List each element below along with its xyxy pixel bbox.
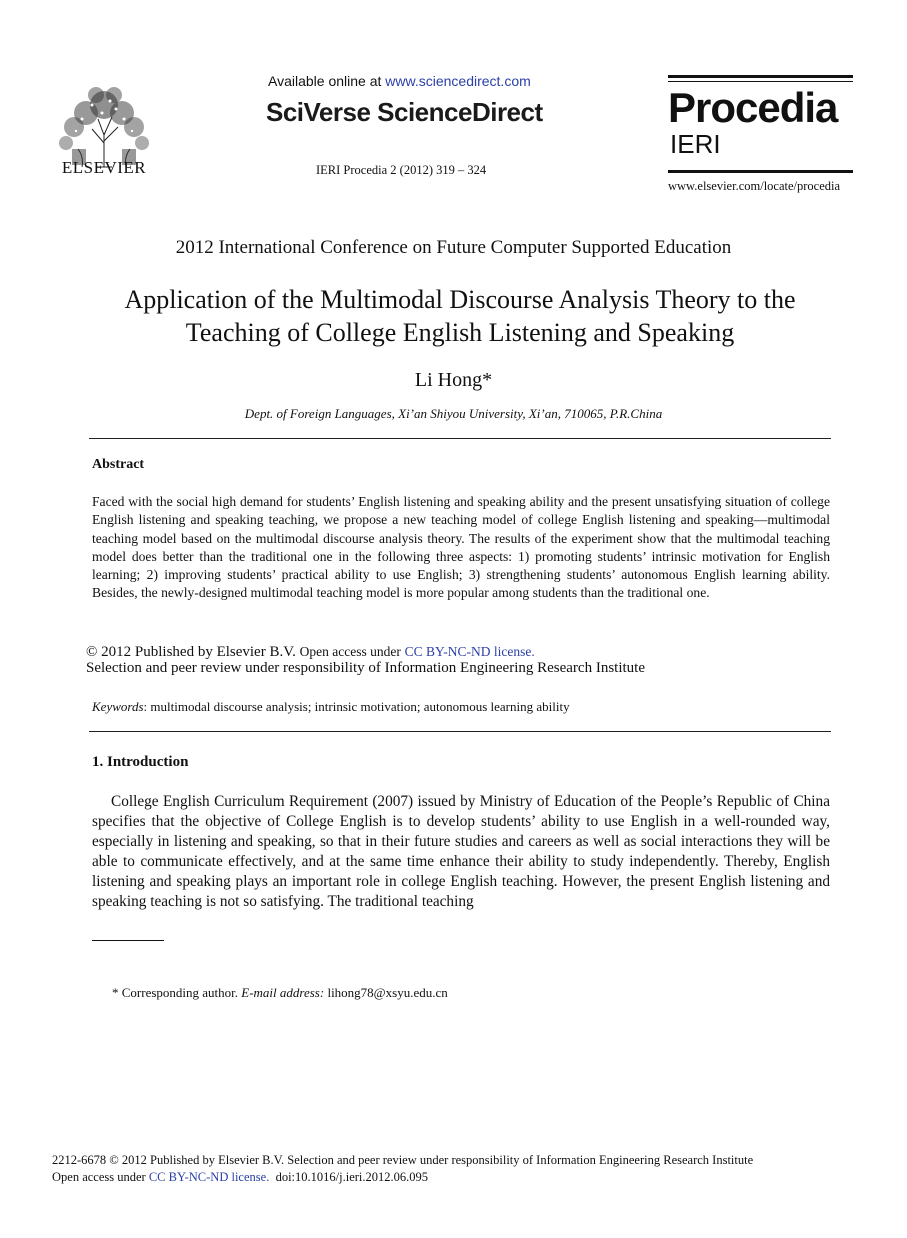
license-link[interactable]: CC BY-NC-ND license. — [404, 644, 535, 659]
procedia-top-rule — [668, 75, 853, 78]
introduction-text: College English Curriculum Requirement (2007) issued by Ministry of Education of the People’s Republic of China specifies that the objective of College English is to develop students’ ability to use English in a well-rounded way, especially in listening and speaking, so that in their future studies and careers as well as social interactions they will be able to communicate effectively, and at the same time enhance their ability to study independently. Thereby, English listening and speaking plays an important role in college English teaching. However, the present English listening and speaking teaching is not so satisfying. The traditional teaching — [92, 793, 830, 910]
available-online-line — [268, 73, 531, 89]
keywords-line — [92, 699, 570, 715]
author-affiliation: Dept. of Foreign Languages, Xi’an Shiyou University, Xi’an, 710065, P.R.China — [244, 406, 663, 421]
footnote-prefix: * Corresponding author. — [112, 985, 242, 1000]
copyright-text: © 2012 Published by Elsevier B.V. — [86, 644, 296, 660]
procedia-wordmark: Procedia — [668, 84, 838, 131]
abstract-text: Faced with the social high demand for students’ English listening and speaking ability and the present unsatisfying situation of college English listening and speaking teaching, we propose a new teaching model of college English listening and speaking—multimodal teaching model based on the multimodal discourse analysis theory. The results of the experiment show that the multimodal teaching model does better than the traditional one in the following three aspects: 1) promoting students’ intrinsic motivation for English learning; 2) improving students’ practical ability to use English; 3) strengthening students’ autonomous English learning ability. Besides, the newly-designed multimodal teaching model is more popular among students than the traditional one. — [92, 494, 830, 601]
sciencedirect-link[interactable]: www.sciencedirect.com — [385, 73, 531, 89]
procedia-url[interactable]: www.elsevier.com/locate/procedia — [668, 179, 841, 193]
introduction-heading: 1. Introduction — [92, 754, 189, 770]
available-prefix: Available online at — [268, 73, 386, 89]
footnote-rule — [92, 940, 164, 941]
footer-issn-line: 2212-6678 © 2012 Published by Elsevier B.V. Selection and peer review under responsibility of Information Engineering Research Institute — [52, 1153, 754, 1167]
journal-reference: IERI Procedia 2 (2012) 319 – 324 — [316, 163, 487, 177]
procedia-bottom-rule — [668, 170, 853, 173]
email-label: E-mail address: — [241, 985, 325, 1000]
paper-title-line-1: Application of the Multimodal Discourse Analysis Theory to the — [124, 285, 796, 314]
elsevier-logo-text: ELSEVIER — [61, 158, 147, 177]
keywords-text: : multimodal discourse analysis; intrinsic motivation; autonomous learning ability — [143, 699, 570, 714]
footer-doi-line — [52, 1170, 428, 1185]
footer-license-link[interactable]: CC BY-NC-ND license. — [148, 1170, 270, 1184]
email-address[interactable]: lihong78@xsyu.edu.cn — [324, 985, 448, 1000]
peer-review-line: Selection and peer review under responsibility of Information Engineering Research Institute — [86, 660, 645, 676]
procedia-subtitle: IERI — [670, 129, 721, 159]
conference-name: 2012 International Conference on Future Computer Supported Education — [175, 237, 732, 258]
abstract-heading: Abstract — [92, 457, 145, 472]
footer-open-access-text: Open access under — [52, 1170, 149, 1184]
top-divider — [89, 438, 831, 439]
section-divider — [89, 731, 831, 732]
open-access-text: Open access under — [299, 644, 401, 659]
paper-title-line-2: Teaching of College English Listening and Speaking — [185, 318, 735, 347]
procedia-logo — [668, 75, 853, 175]
footer-doi[interactable]: doi:10.1016/j.ieri.2012.06.095 — [269, 1170, 429, 1184]
keywords-label: Keywords — [92, 699, 144, 714]
corresponding-author-footnote — [112, 985, 448, 1001]
author-name: Li Hong* — [414, 369, 493, 391]
copyright-line — [86, 644, 535, 661]
platform-name: SciVerse ScienceDirect — [266, 97, 543, 127]
procedia-thin-rule — [668, 81, 853, 82]
paper-title — [60, 283, 860, 349]
